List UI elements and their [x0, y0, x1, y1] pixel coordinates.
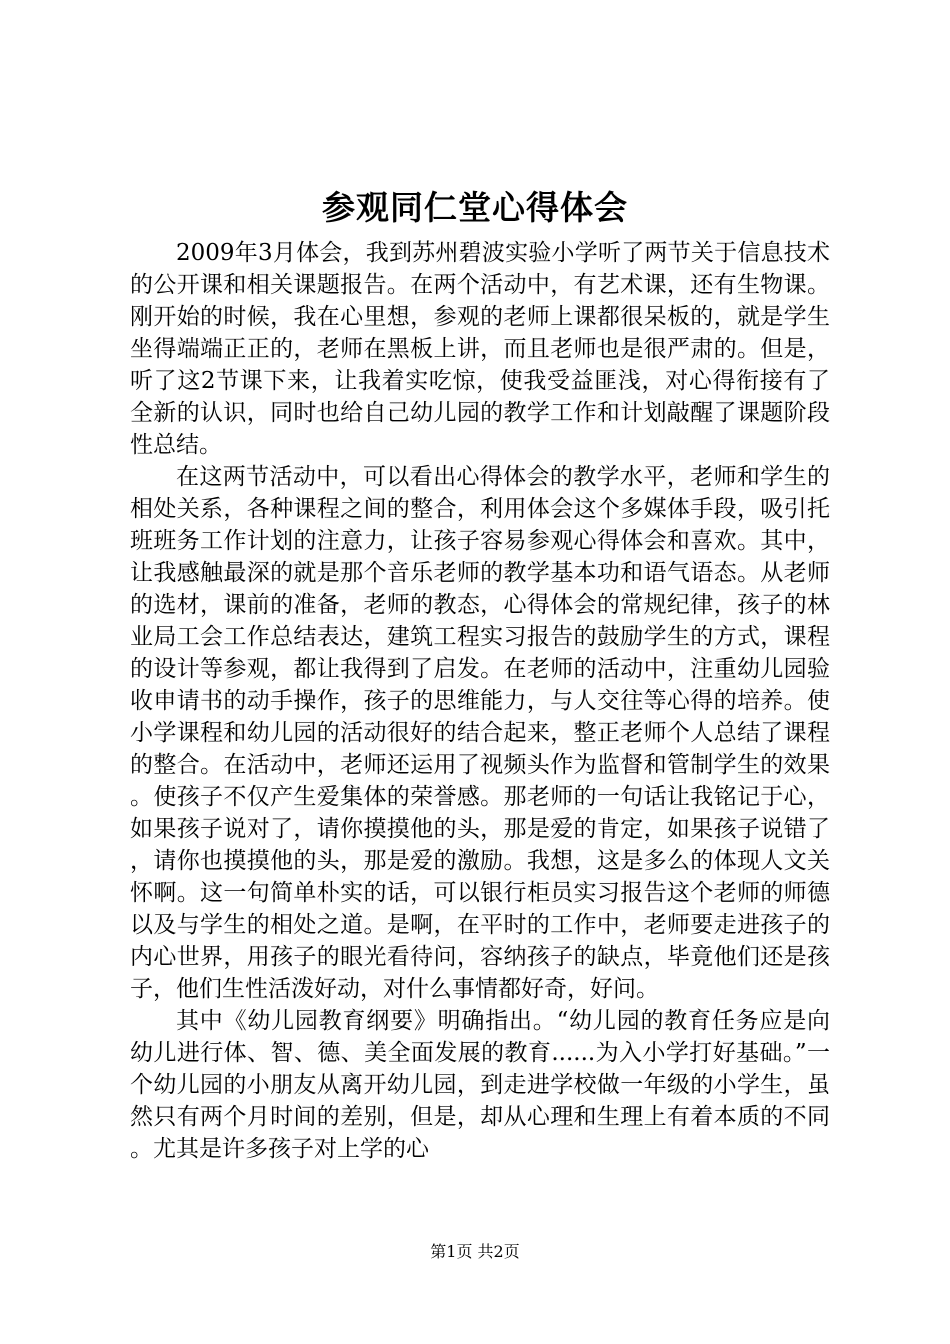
paragraph-2: 在这两节活动中，可以看出心得体会的教学水平，老师和学生的相处关系，各种课程之间的整合，利用体会这个多媒体手段，吸引托班班务工作计划的注意力，让孩子容易参观心得体会和喜欢。其中，让我感触最深的就是那个音乐老师的教学基本功和语气语态。从老师的选材，课前的准备，老师的教态，心得体会的常规纪律，孩子的林业局工会工作总结表达，建筑工程实习报告的鼓励学生的方式，课程的设计等参观，都让我得到了启发。在老师的活动中，注重幼儿园验收申请书的动手操作，孩子的思维能力，与人交往等心得的培养。使小学课程和幼儿园的活动很好的结合起来，整正老师个人总结了课程的整合。在活动中，老师还运用了视频头作为监督和管制学生的效果。使孩子不仅产生爱集体的荣誉感。那老师的一句话让我铭记于心，如果孩子说对了，请你摸摸他的头，那是爱的肯定，如果孩子说错了，请你也摸摸他的头，那是爱的激励。我想，这是多么的体现人文关怀啊。这一句简单朴实的话，可以银行柜员实习报告这个老师的师德以及与学生的相处之道。是啊，在平时的工作中，老师要走进孩子的内心世界，用孩子的眼光看待问，容纳孩子的缺点，毕竟他们还是孩子，他们生性活泼好动，对什么事情都好奇，好问。 — [130, 464, 830, 1002]
document-body — [130, 237, 830, 1177]
paragraph-1: 2009年3月体会，我到苏州碧波实验小学听了两节关于信息技术的公开课和相关课题报告。在两个活动中，有艺术课，还有生物课。刚开始的时候，我在心里想，参观的老师上课都很呆板的，就是学生坐得端端正正的，老师在黑板上讲，而且老师也是很严肃的。但是，听了这2节课下来，让我着实吃惊，使我受益匪浅，对心得衔接有了全新的认识，同时也给自己幼儿园的教学工作和计划敲醒了课题阶段性总结。 — [130, 240, 830, 458]
page-number-footer: 第1页 共2页 — [430, 1242, 520, 1261]
document-title: 参观同仁堂心得体会 — [322, 188, 628, 227]
paragraph-3: 其中《幼儿园教育纲要》明确指出。“幼儿园的教育任务应是向幼儿进行体、智、德、美全面发展的教育......为入小学打好基础。”一个幼儿园的小朋友从离开幼儿园，到走进学校做一年级的小学生，虽然只有两个月时间的差别，但是，却从心理和生理上有着本质的不同。尤其是许多孩子对上学的心 — [130, 1008, 830, 1162]
